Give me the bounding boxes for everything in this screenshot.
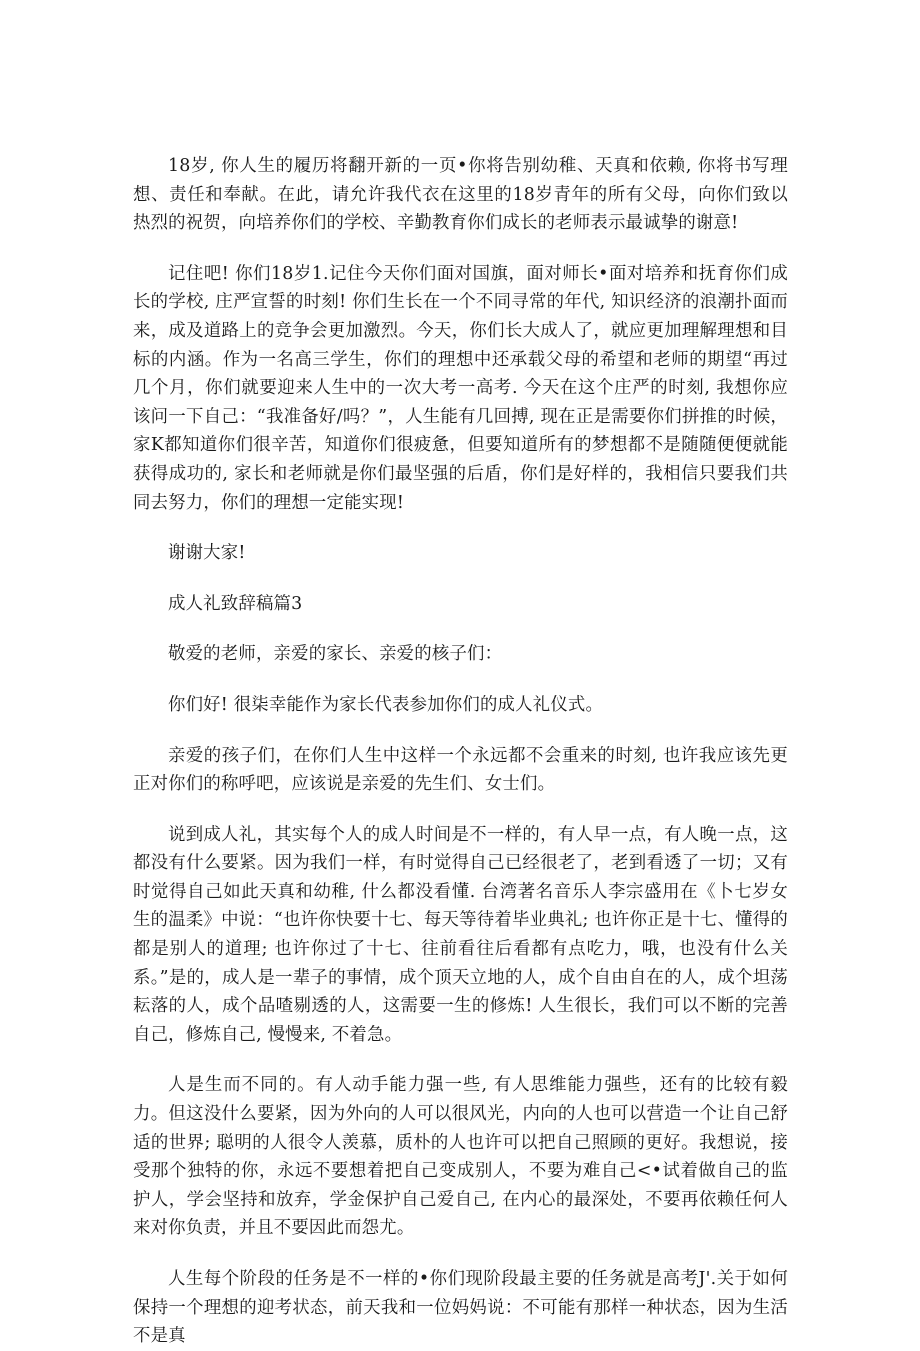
paragraph-1: 18岁, 你人生的履历将翻开新的一页•你将告别幼稚、天真和依赖, 你将书写理想、责任和奉献。在此，请允许我代衣在这里的18岁青年的所有父母，向你们致以热烈的祝贺，向培养你们的学校、辛勤教育你们成长的老师表示最诚挚的谢意! [133,156,788,234]
paragraph-2: 记住吧! 你们18岁1.记住今天你们面对国旗，面对师长•面对培养和抚育你们成长的学校, 庄严宣誓的时刻! 你们生长在一个不同寻常的年代, 知识经济的浪潮扑面而来，成及道路上的竞争会更加激烈。今天，你们长大成人了，就应更加理解理想和目标的内涵。作为一名高三学生，你们的理想中还承载父母的希望和老师的期望“再过几个月，你们就要迎来人生中的一次大考一高考. 今天在这个庄严的时刻, 我想你应该问一下自己：“我准备好/吗？”，人生能有几回搏, 现在正是需要你们拼推的时候，家K都知道你们很辛苦，知道你们很疲惫，但要知道所有的梦想都不是随随便便就能获得成功的, 家长和老师就是你们最坚强的后盾，你们是好样的，我相信只要我们共同去努力，你们的理想一定能实现! [133,263,788,513]
paragraph-10: 人生每个阶段的任务是不一样的•你们现阶段最主要的任务就是高考J'.关于如何保持一个理想的迎考状态，前天我和一位妈妈说：不可能有那样一种状态，因为生活不是真 [133,1269,788,1347]
salutation: 敬爱的老师，亲爱的家长、亲爱的核子们： [168,644,503,665]
paragraph-gap [133,568,788,590]
section-heading: 成人礼致辞稿篇3 [168,593,303,614]
greeting: 你们好! 很柒幸能作为家长代表参加你们的成人礼仪式。 [168,694,604,715]
document-body [133,152,788,1351]
paragraph-8: 说到成人礼，其实每个人的成人时间是不一样的，有人早一点，有人晚一点，这都没有什么要紧。因为我们一样，有时觉得自己已经很老了，老到看透了一切；又有时觉得自己如此天真和幼稚, 什么都没看懂. 台湾著名音乐人李宗盛用在《卜七岁女生的温柔》中说：“也许你快要十七、每天等待着毕业典礼; 也许你正是十七、懂得的都是别人的道理; 也许你过了十七、往前看往后看都有点吃力，哦，也没有什么关系。”是的，成人是一辈子的事情，成个顶天立地的人，成个自由自在的人，成个坦荡耘落的人，成个品喳剔透的人，这需要一生的修炼! 人生很长，我们可以不断的完善自己，修炼自己, 慢慢来, 不着急。 [133,824,788,1045]
paragraph-gap [133,1243,788,1265]
paragraph-gap [133,517,788,539]
paragraph-gap [133,799,788,821]
paragraph-gap [133,669,788,691]
paragraph-gap [133,720,788,742]
paragraph-7: 亲爱的孩子们，在你们人生中这样一个永远都不会重来的时刻, 也许我应该先更正对你们的称呼吧，应该说是亲爱的先生们、女士们。 [133,745,788,795]
paragraph-thanks: 谢谢大家! [168,543,246,564]
paragraph-gap [133,618,788,640]
paragraph-gap [133,1049,788,1071]
paragraph-gap [133,238,788,260]
paragraph-9: 人是生而不同的。有人动手能力强一些, 有人思维能力强些，还有的比较有毅力。但这没什么要紧，因为外向的人可以很风光，内向的人也可以营造一个让自己舒适的世界; 聪明的人很令人羡慕，质朴的人也许可以把自己照顾的更好。我想说，接受那个独特的你，永远不要想着把自己变成别人，不要为难自己<•试着做自己的监护人，学会坚持和放弃，学金保护自己爱自己, 在内心的最深处，不要再依赖任何人来对你负责，并且不要因此而怨尤。 [133,1075,788,1239]
